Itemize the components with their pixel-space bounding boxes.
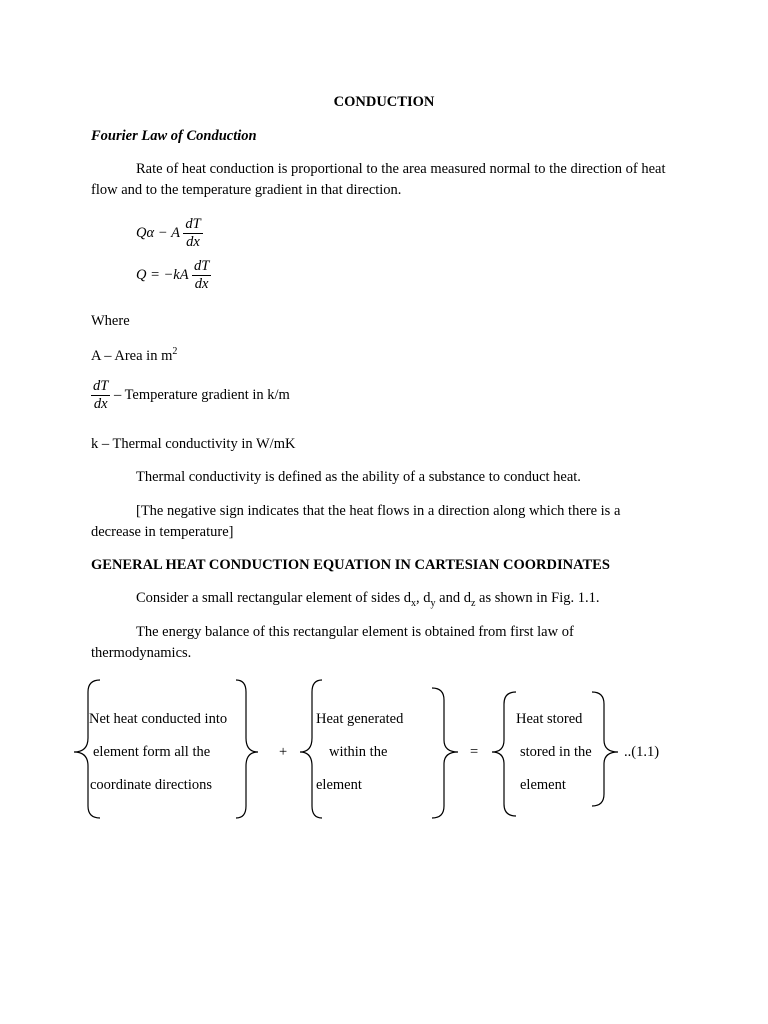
equation-number: ..(1.1) <box>624 744 660 760</box>
right-brace-term3 <box>592 692 618 806</box>
fraction-numerator: dT <box>185 216 201 232</box>
fourier-paragraph: Rate of heat conduction is proportional to the area measured normal to the direction of heat flow and to the temperature gradient in that direction. <box>91 161 666 198</box>
consider-text: Consider a small rectangular element of sides d <box>136 590 412 606</box>
gradient-text: – Temperature gradient in k/m <box>113 387 290 403</box>
section-heading: GENERAL HEAT CONDUCTION EQUATION IN CARTESIAN COORDINATES <box>91 557 610 573</box>
fraction-denominator: dx <box>91 395 110 413</box>
left-brace-term3 <box>492 692 516 816</box>
plus-sign: + <box>279 744 288 760</box>
fraction-numerator: dT <box>93 378 109 394</box>
section-subheading: Fourier Law of Conduction <box>91 128 257 144</box>
comma: , d <box>416 590 431 606</box>
left-brace-term2 <box>300 680 322 818</box>
page-title: CONDUCTION <box>333 94 435 110</box>
conductivity-definition: k – Thermal conductivity in W/mK <box>91 436 296 452</box>
subscript-z: z <box>470 597 476 609</box>
where-label: Where <box>91 313 130 329</box>
fraction-denominator: dx <box>192 275 211 293</box>
and-text: and d <box>435 590 471 606</box>
conductivity-def-sentence: Thermal conductivity is defined as the ability of a substance to conduct heat. <box>136 469 581 485</box>
fraction-denominator: dx <box>183 233 202 251</box>
energy-balance-paragraph: The energy balance of this rectangular element is obtained from first law of thermodynamics. <box>91 624 574 661</box>
negative-sign-note: [The negative sign indicates that the heat flows in a direction along which there is a decrease in temperature] <box>91 503 621 540</box>
area-text: A – Area in m <box>91 347 173 364</box>
term2-line2: within the <box>329 744 388 760</box>
subscript-x: x <box>411 597 417 609</box>
term3-line2: stored in the <box>520 744 592 760</box>
term3-line1: Heat stored <box>516 711 583 727</box>
term1-line1: Net heat conducted into <box>89 711 228 727</box>
equals-sign: = <box>470 744 479 760</box>
consider-suffix: as shown in Fig. 1.1. <box>475 590 600 606</box>
equation-lhs: Qα − A <box>136 224 180 241</box>
right-brace-term1 <box>236 680 258 818</box>
right-brace-term2 <box>432 688 458 818</box>
fraction-numerator: dT <box>193 258 210 274</box>
equation-lhs: Q = −kA <box>136 266 189 283</box>
subscript-y: y <box>430 597 436 609</box>
term1-line3: coordinate directions <box>90 777 212 793</box>
term2-line1: Heat generated <box>316 711 404 727</box>
term3-line3: element <box>520 777 566 793</box>
term2-line3: element <box>316 777 362 793</box>
area-superscript: 2 <box>172 346 178 357</box>
term1-line2: element form all the <box>93 744 211 760</box>
